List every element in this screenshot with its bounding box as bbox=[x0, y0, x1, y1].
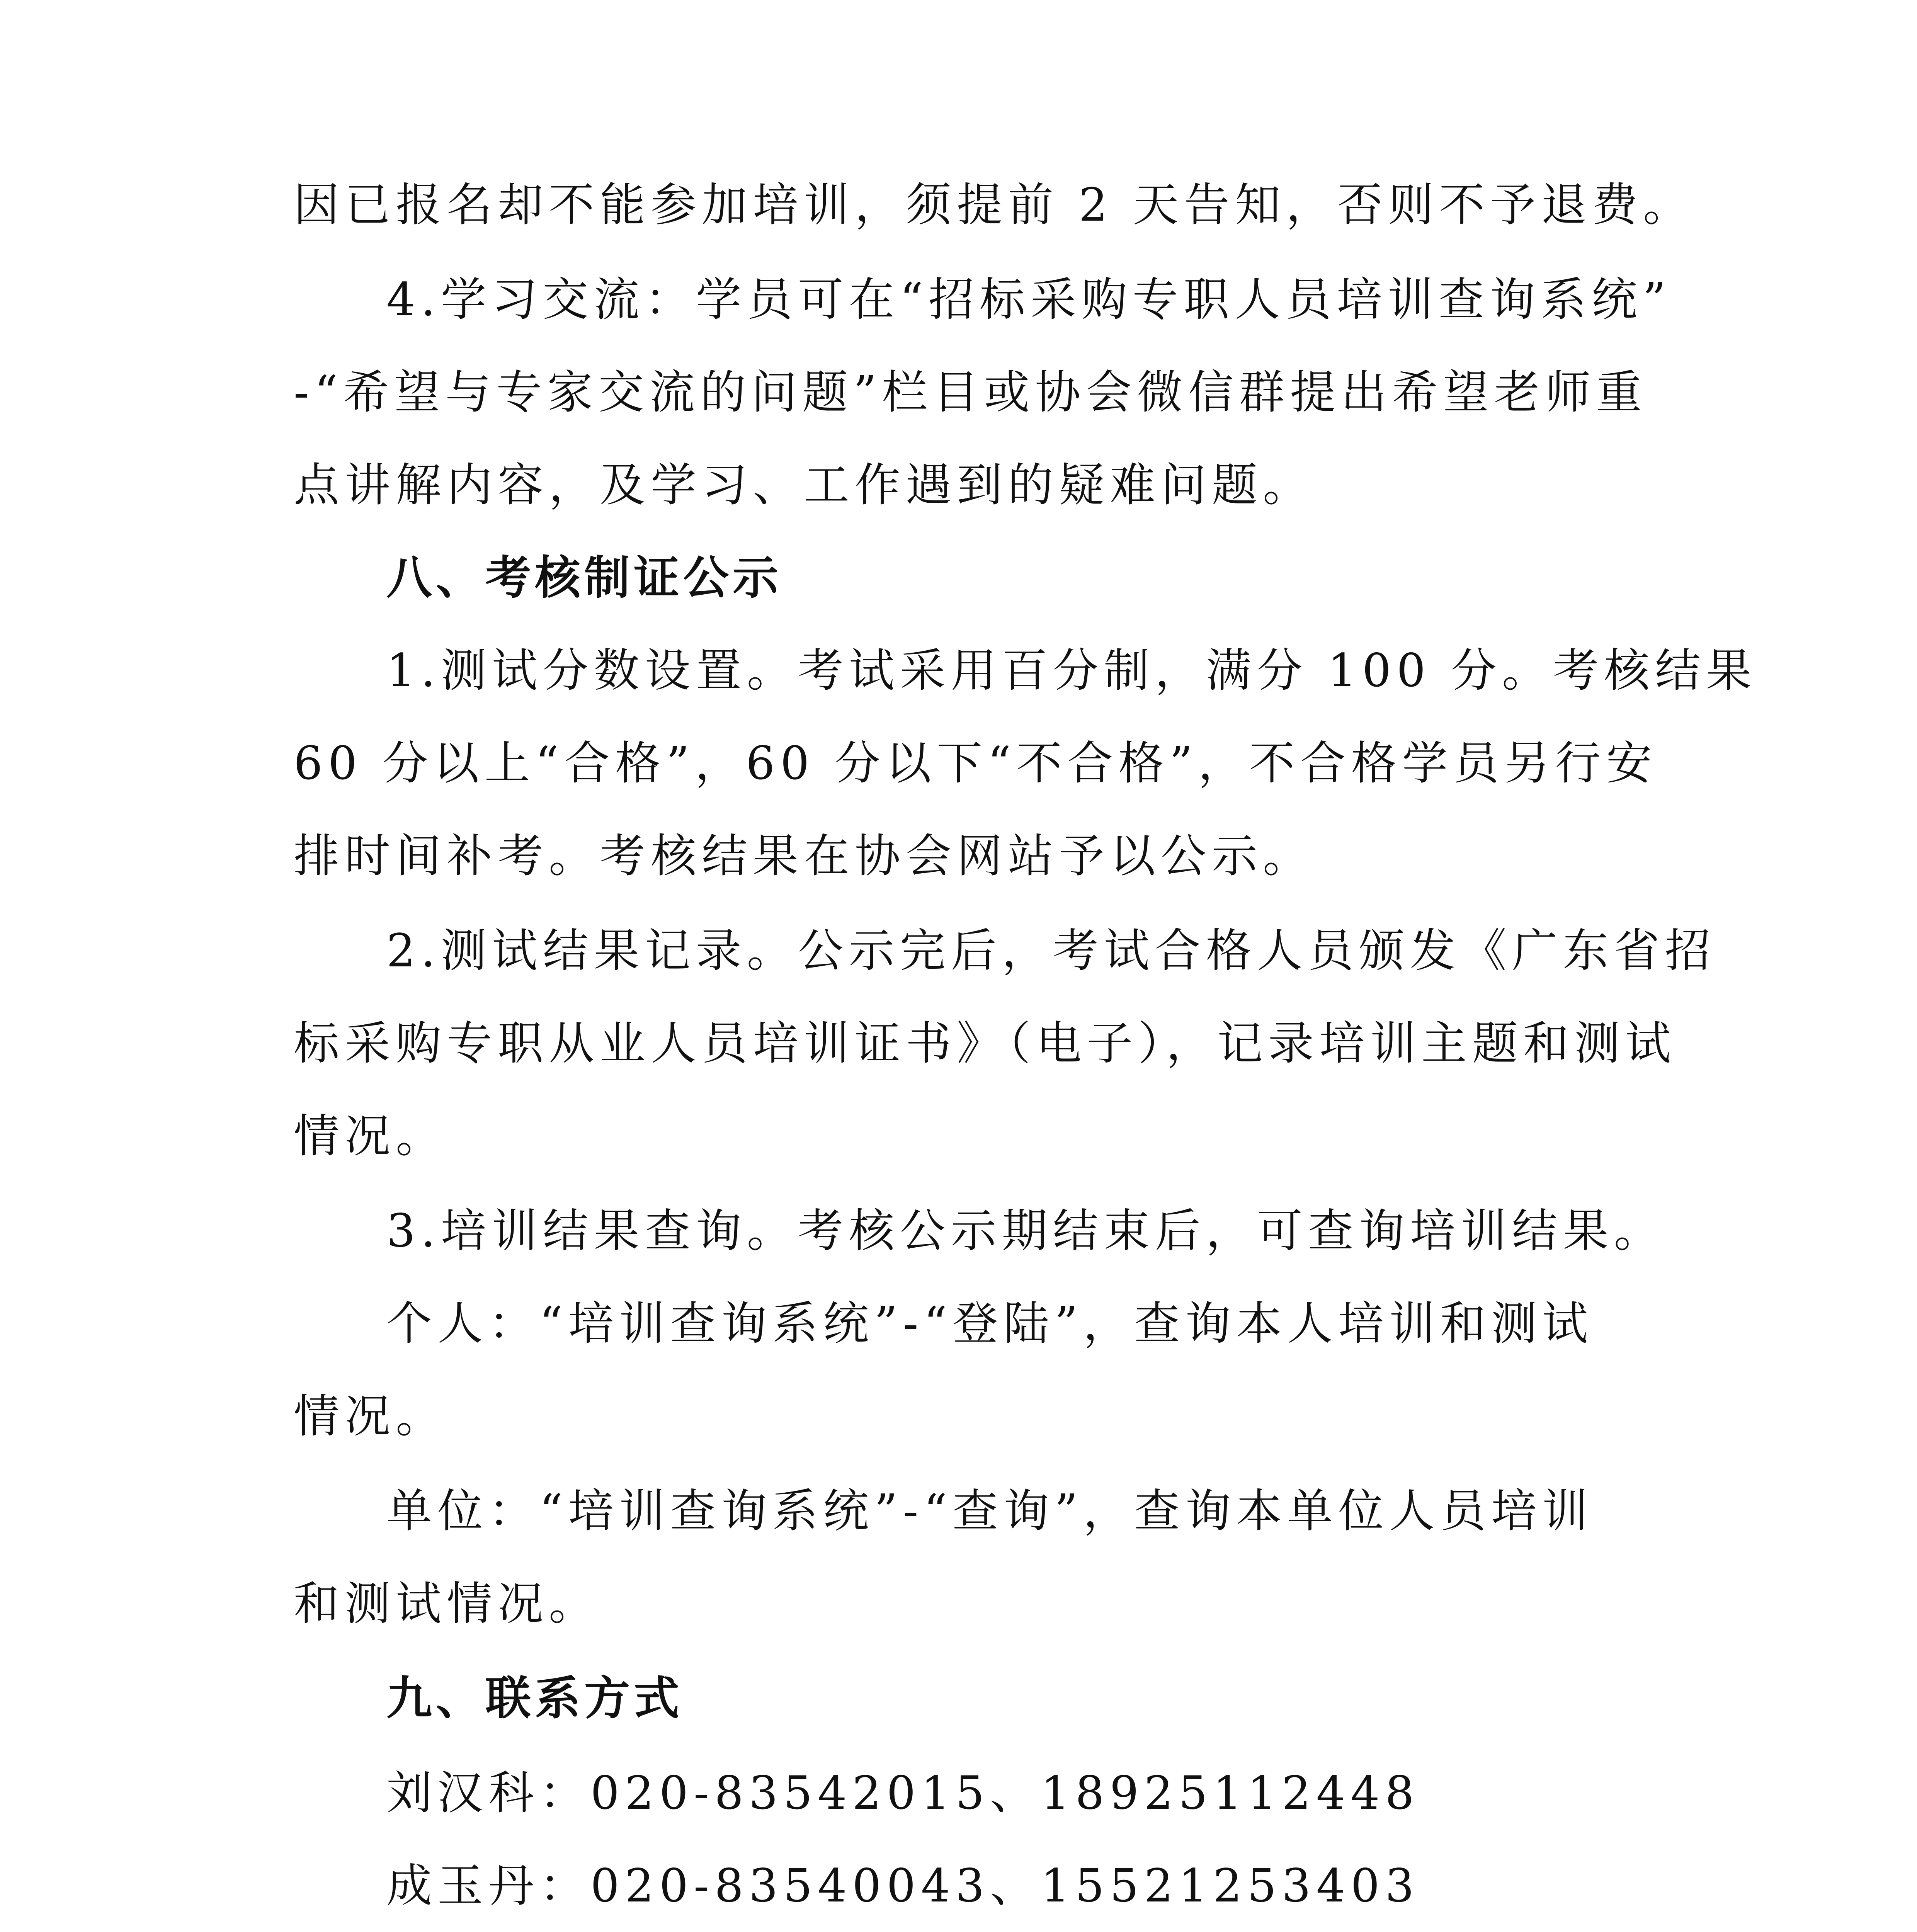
paragraph-line: 个人：“培训查询系统”-“登陆”，查询本人培训和测试 bbox=[386, 1297, 1594, 1350]
paragraph-line: 2.测试结果记录。公示完后，考试合格人员颁发《广东省招 bbox=[386, 924, 1716, 977]
paragraph-line: 和测试情况。 bbox=[294, 1577, 600, 1630]
paragraph-line: 情况。 bbox=[294, 1389, 447, 1443]
contact-line: 刘汉科：020-83542015、18925112448 bbox=[386, 1766, 1420, 1820]
paragraph-line: 1.测试分数设置。考试采用百分制，满分 100 分。考核结果 bbox=[386, 644, 1757, 697]
paragraph-line: 4.学习交流：学员可在“招标采购专职人员培训查询系统” bbox=[386, 273, 1672, 326]
paragraph-line: 60 分以上“合格”，60 分以下“不合格”，不合格学员另行安 bbox=[294, 736, 1657, 790]
paragraph-line: 情况。 bbox=[294, 1109, 447, 1163]
paragraph-line: 排时间补考。考核结果在协会网站予以公示。 bbox=[294, 829, 1314, 883]
paragraph-line: 因已报名却不能参加培训，须提前 2 天告知，否则不予退费。 bbox=[294, 178, 1694, 231]
contact-line: 成玉丹：020-83540043、15521253403 bbox=[386, 1859, 1420, 1912]
paragraph-line: 单位：“培训查询系统”-“查询”，查询本单位人员培训 bbox=[386, 1484, 1594, 1537]
paragraph-line: 标采购专职从业人员培训证书》（电子），记录培训主题和测试 bbox=[294, 1017, 1677, 1070]
paragraph-line: 3.培训结果查询。考核公示期结束后，可查询培训结果。 bbox=[386, 1204, 1665, 1257]
section-heading: 八、考核制证公示 bbox=[386, 551, 782, 604]
section-heading: 九、联系方式 bbox=[386, 1672, 684, 1725]
paragraph-line: -“希望与专家交流的问题”栏目或协会微信群提出希望老师重 bbox=[294, 366, 1647, 419]
paragraph-line: 点讲解内容，及学习、工作遇到的疑难问题。 bbox=[294, 458, 1314, 512]
